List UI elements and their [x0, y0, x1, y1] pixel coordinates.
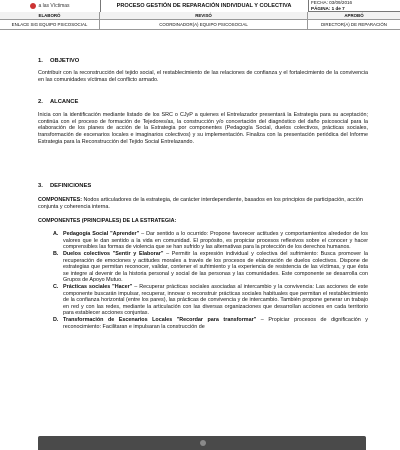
- section-title: OBJETIVO: [50, 58, 80, 64]
- role-cell-reviso: [100, 12, 308, 30]
- viewer-toolbar-overlay[interactable]: [38, 436, 366, 450]
- document-process-title: PROCESO GESTIÓN DE REPARACIÓN INDIVIDUAL Y COLECTIVA: [100, 0, 308, 13]
- item-term: Pedagogía Social "Aprender": [63, 231, 140, 237]
- item-letter: A.: [53, 231, 59, 237]
- role-title: ELABORÓ: [0, 12, 99, 20]
- list-item: [53, 317, 368, 330]
- section-number: 1.: [38, 58, 43, 64]
- document-meta: [308, 0, 400, 12]
- role-value: DIRECTOR(A) DE REPARACIÓN: [321, 22, 387, 27]
- role-title: REVISÓ: [100, 12, 307, 20]
- list-item: [53, 284, 368, 317]
- item-text: – Recuperar prácticas sociales asociadas al intercambio y la convivencia: Las acciones de este componente buscarán impulsar, recuperar, innovar o reconstruir prácticas sociales habituales que permitan el restablecimiento de la confianza horizontal (entre los pares), las prácticas de convivencia y de intercambio. También propone generar un trabajo en red y con las redes, mediante la articulación con las diversas organizaciones que desarrollan acciones en cada territorio para establecer acciones conjuntas.: [63, 284, 368, 317]
- item-text: – Propiciar procesos de dignificación y reconocimiento: Facilitaran e impulsaran la construcción de: [63, 317, 368, 330]
- item-text: – Permitir la expresión individual y colectiva del sufrimiento: Busca promover la recuperación de emociones y actitudes morales a través de los procesos de elaboración de duelos colectivos. Dispone de estrategias que permitan reconocer, validar, contener el sufrimiento y la experiencia de resistencia de las víctimas, y que ésta se integre al devenir de la historia personal y social de las personas y las comunidades. Este componente se desarrolla con Grupos de Apoyo Mutuo.: [63, 251, 368, 284]
- section-heading-objetivo: [38, 58, 79, 64]
- alcance-text: Inicia con la identificación mediante listado de los SRC o CJyP a quienes el Entrelazador presentará la Estrategia para su aceptación; continúa con el proceso de formación de Tejedores/as, la construcción y/o concertación del diagnóstico del daño psicosocial para la elaboración de los planes de acción de la Estrategia por componentes (Pedagogía Social, duelos colectivos, prácticas sociales, transformación de escenarios locales e imaginarios colectivos) y su implementación. Finaliza con la presentación periódica del Informe Estrategia para la Reconstrucción del Tejido Social Entrelazando.: [38, 112, 368, 145]
- objetivo-text: Contribuir con la reconstrucción del tejido social, el restablecimiento de las relaciones de confianza y el fortalecimiento de la convivencia en las comunidades víctimas del conflicto armado.: [38, 70, 368, 83]
- section-title: ALCANCE: [50, 99, 79, 105]
- page-label: PÁGINA: 1 de 7: [311, 5, 345, 11]
- item-letter: D.: [53, 317, 59, 324]
- logo-text: a las Víctimas: [38, 3, 70, 9]
- componentes-principales-heading: COMPONENTES (PRINCIPALES) DE LA ESTRATEGIA:: [38, 218, 177, 224]
- logo-icon: [30, 3, 36, 9]
- section-title: DEFINICIONES: [50, 183, 92, 189]
- role-cell-elaboro: [0, 12, 100, 30]
- componentes-list: [53, 231, 368, 331]
- item-letter: B.: [53, 251, 59, 258]
- item-term: Duelos colectivos "Sentir y Elaborar": [63, 251, 164, 258]
- section-number: 3.: [38, 183, 43, 189]
- section-heading-definiciones: [38, 183, 91, 189]
- section-heading-alcance: [38, 99, 78, 105]
- item-text: – Dar sentido a lo ocurrido: Propone favorecer actitudes y comportamientos alrededor de los valores que le dan sentido a la vida en comunidad. El propósito, es propiciar procesos reflexivos sobre el conocer y hacer comprensibles las formas de violencia que se han sufrido y las alternativas para la protección de los derechos humanos.: [63, 231, 368, 250]
- role-title: APROBÓ: [308, 12, 400, 20]
- list-item: [53, 231, 368, 251]
- definition-text: Nodos articuladores de la estrategia, de carácter interdependiente, basados en los principios de participación, acción conjunta y coherencia interna.: [38, 197, 363, 210]
- role-cell-aprobo: [308, 12, 400, 30]
- item-term: Prácticas sociales "Hacer": [63, 284, 133, 291]
- role-value: ENLACE SIG EQUIPO PSICOSOCIAL: [11, 22, 88, 27]
- definition-term: COMPONENTES:: [38, 197, 83, 203]
- roles-row: [0, 12, 400, 30]
- section-number: 2.: [38, 99, 43, 105]
- componentes-definition: [38, 197, 368, 210]
- role-value: COORDINADOR(A) EQUIPO PSICOSOCIAL: [159, 22, 248, 27]
- date-label: FECHA: 03/09/2016: [311, 0, 353, 5]
- item-letter: C.: [53, 284, 59, 291]
- toolbar-handle-icon[interactable]: [200, 440, 206, 446]
- list-item: [53, 251, 368, 284]
- item-term: Transformación de Escenarios Locales "Recordar para transformar": [63, 317, 257, 324]
